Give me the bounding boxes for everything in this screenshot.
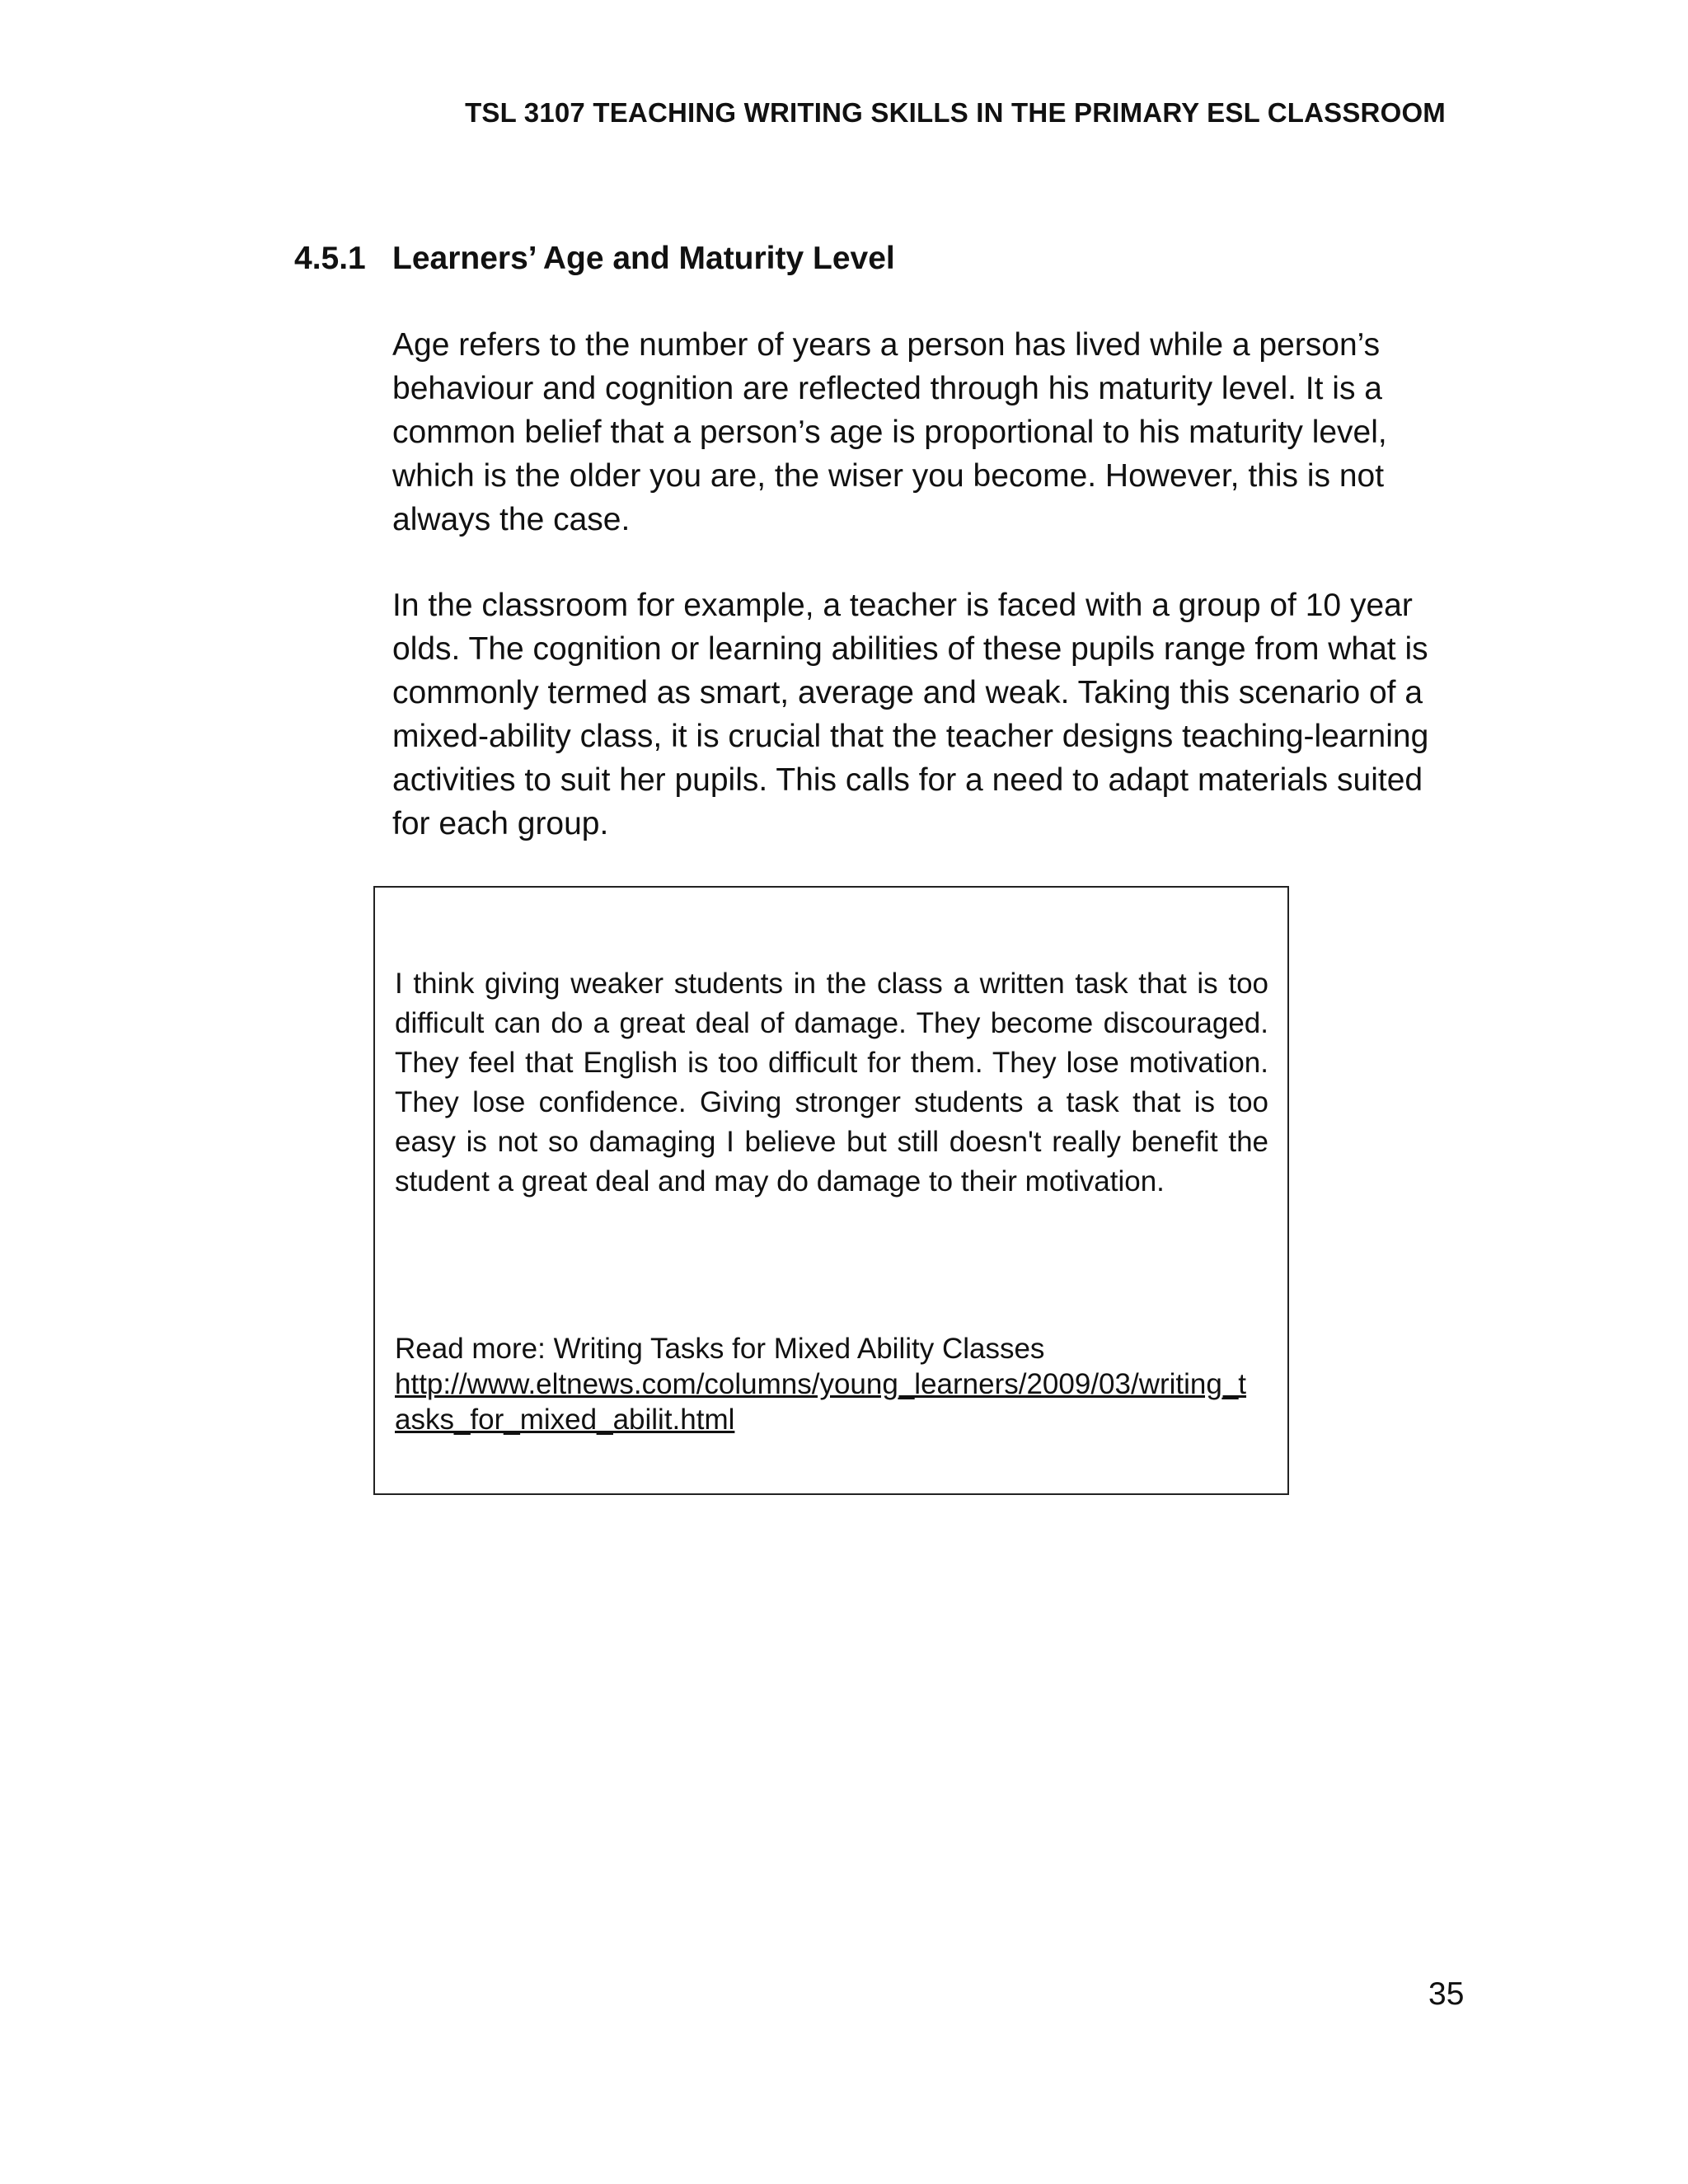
section-heading (294, 241, 895, 277)
body-paragraph-classroom: In the classroom for example, a teacher is faced with a group of 10 year olds. The cognition or learning abilities of these pupils range from what is commonly termed as smart, average and weak. Taking this scenario of a mixed-ability class, it is crucial that the teacher designs teaching-learning activities to suit her pupils. This calls for a need to adapt materials suited for each group. (392, 588, 1429, 841)
body-paragraph-age: Age refers to the number of years a person has lived while a person’s behaviour and cognition are reflected through his maturity level. It is a common belief that a person’s age is proportional to his maturity level, which is the older you are, the wiser you become. However, this is not always the case. (392, 327, 1387, 537)
read-more-link[interactable]: http://www.eltnews.com/columns/young_learners/2009/03/writing_tasks_for_mixed_abilit.html (395, 1368, 1247, 1436)
quote-box (373, 886, 1289, 1495)
read-more (395, 1331, 1268, 1437)
page-number: 35 (1428, 1976, 1465, 2012)
quote-text: I think giving weaker students in the class a written task that is too difficult can do a great deal of damage. They become discouraged. They feel that English is too difficult for them. They lose motivation. They lose confidence. Giving stronger students a task that is too easy is not so damaging I believe but still doesn't really benefit the student a great deal and may do damage to their motivation. (395, 968, 1268, 1197)
running-header: TSL 3107 TEACHING WRITING SKILLS IN THE PRIMARY ESL CLASSROOM (465, 97, 1446, 128)
read-more-label: Read more: Writing Tasks for Mixed Ability Classes (395, 1333, 1045, 1365)
section-number: 4.5.1 (294, 241, 366, 276)
section-title: Learners’ Age and Maturity Level (392, 241, 895, 276)
